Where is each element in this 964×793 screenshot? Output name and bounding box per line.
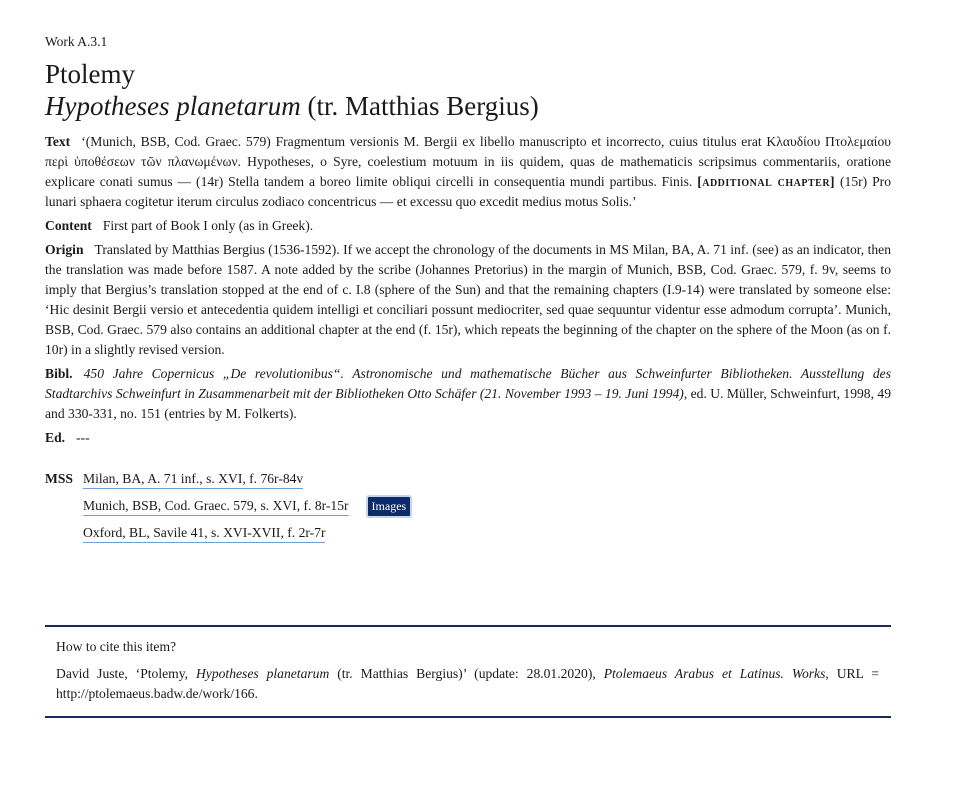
text-label: Text bbox=[45, 134, 71, 149]
bibl-title: 450 Jahre Copernicus „De revolutionibus“. Astronomische und mathematische Bücher aus Schweinfurter Bibliotheken. Ausstellung des Stadtarchivs Schweinfurt in Zusammenarbeit mit der Bibliotheken Otto Schäfer (21. November 1993 – 19. Juni 1994) bbox=[45, 366, 891, 401]
citation-box bbox=[45, 625, 891, 718]
ms-link-munich[interactable]: Munich, BSB, Cod. Graec. 579, s. XVI, f. 8r-15r bbox=[83, 498, 349, 516]
author-name: Ptolemy bbox=[45, 59, 136, 89]
work-title-italic: Hypotheses planetarum bbox=[45, 91, 301, 121]
mss-item bbox=[83, 466, 891, 493]
text-explicit: (15r) Pro lunari sphaera cogitetur iterum circulus zodiaco concentricus — et excessu quo excedit medius motus Solis.’ bbox=[45, 174, 891, 209]
origin-label: Origin bbox=[45, 242, 84, 257]
ms-link-milan[interactable]: Milan, BA, A. 71 inf., s. XVI, f. 76r-84v bbox=[83, 471, 303, 489]
ed-value: --- bbox=[76, 430, 90, 445]
citation-mid: (tr. Matthias Bergius)’ (update: 28.01.2020), bbox=[329, 666, 604, 681]
work-title-block bbox=[45, 58, 891, 122]
origin-value: Translated by Matthias Bergius (1536-1592). If we accept the chronology of the documents in MS Milan, BA, A. 71 inf. (see) as an indicator, then the translation was made before 1587. A note added by the scribe (Johannes Pretorius) in the margin of Munich, BSB, Cod. Graec. 579, f. 9v, seems to imply that Bergius’s translation stopped at the end of c. I.8 (sphere of the Sun) and that the remaining chapters (I.9-14) were translated by someone else: ‘Hic desinit Bergii versio et antecedentia quidem intelligi et conciliari possunt mediocriter, sed quae sequuntur videntur esse admodum corrupta’. Munich, BSB, Cod. Graec. 579 also contains an additional chapter at the end (f. 15r), which repeats the beginning of the chapter on the sphere of the Moon (as on f. 10r) in a slightly revised version. bbox=[45, 242, 891, 357]
ed-section bbox=[45, 428, 891, 448]
work-title-rest: (tr. Matthias Bergius) bbox=[300, 91, 539, 121]
content-value: First part of Book I only (as in Greek). bbox=[102, 218, 314, 233]
additional-chapter-tag: [additional chapter] bbox=[697, 174, 836, 189]
mss-label: MSS bbox=[45, 471, 73, 486]
mss-list bbox=[83, 466, 891, 547]
content-label: Content bbox=[45, 218, 92, 233]
citation-prefix: David Juste, ‘Ptolemy, bbox=[56, 666, 196, 681]
mss-item bbox=[83, 493, 891, 520]
work-id: Work A.3.1 bbox=[45, 34, 108, 49]
work-title bbox=[45, 90, 891, 122]
images-button[interactable]: Images bbox=[368, 497, 411, 516]
citation-title: Hypotheses planetarum bbox=[195, 666, 330, 681]
bibl-rest: , ed. U. Müller, Schweinfurt, 1998, 49 and 330-331, no. 151 (entries by M. Folkerts). bbox=[45, 386, 891, 421]
citation-text bbox=[56, 664, 879, 704]
citation-heading: How to cite this item? bbox=[56, 639, 177, 654]
mss-item bbox=[83, 520, 891, 547]
bibl-section bbox=[45, 364, 891, 424]
origin-section bbox=[45, 240, 891, 360]
text-section bbox=[45, 132, 891, 212]
citation-source: Ptolemaeus Arabus et Latinus. Works bbox=[603, 666, 826, 681]
content-section bbox=[45, 216, 891, 236]
text-incipit: ‘(Munich, BSB, Cod. Graec. 579) Fragmentum versionis M. Bergii ex libello manuscripto et incorrecto, cuius titulus erat Κλαυδίου Πτολεμαίου περὶ ὑποθέσεων τῶν πλανωμένων. Hypotheses, o Syre, coelestium motuum in iis quidem, quas de mathematicis scripsimus commentariis, oratione explicare conati sumus — (14r) Stella tandem a boreo limite obliqui circelli in consequentia mundi partibus. Finis. bbox=[45, 134, 891, 189]
citation-suffix: , URL = http://ptolemaeus.badw.de/work/166. bbox=[56, 666, 880, 701]
mss-section bbox=[45, 466, 891, 547]
bibl-label: Bibl. bbox=[45, 366, 73, 381]
ed-label: Ed. bbox=[45, 430, 66, 445]
ms-link-oxford[interactable]: Oxford, BL, Savile 41, s. XVI-XVII, f. 2r-7r bbox=[83, 525, 325, 543]
